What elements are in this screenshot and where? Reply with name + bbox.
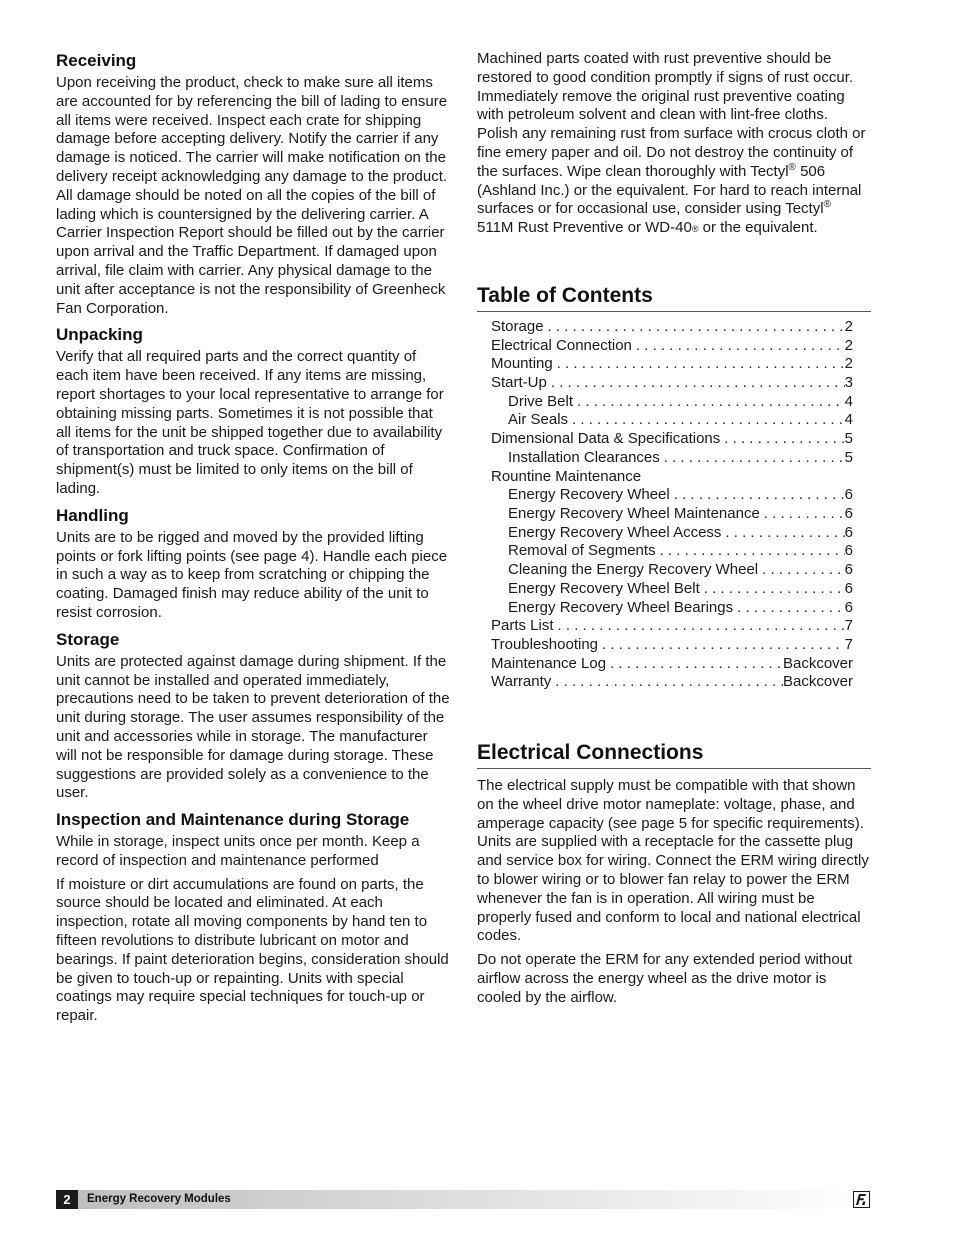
toc-leader-dots [632,337,845,356]
toc-entry [491,599,853,618]
inspection-text-2: If moisture or dirt accumulations are found on parts, the source should be located and eliminated. At each inspection, rotate all moving components by hand ten to fifteen revolutions to distribute lubricant on motor and bearings. If paint deterioration begins, consideration should be given to touch-up or repainting. Units with special coatings may require special techniques for touch-up or repair. [56,875,449,1025]
handling-section [56,505,452,623]
footer-title: Energy Recovery Modules [87,1193,231,1205]
toc-entry-page: 6 [844,542,853,560]
inspection-text-1: While in storage, inspect units once per month. Keep a record of inspection and maintenance performed [56,833,420,869]
toc-leader-dots [598,636,845,655]
toc-leader-dots [721,524,844,543]
toc-entry [491,636,853,655]
toc-entry [491,430,853,449]
storage-text: Units are protected against damage during shipment. If the unit cannot be installed and operated immediately, precautions need to be taken to prevent deterioration of the unit during storage. The user assumes responsibility of the unit and accessories while in storage. The manufacturer will not be responsible for damage during storage. These suggestions are provided solely as a convenience to the user. [56,652,450,802]
toc-entry [491,355,853,374]
toc-entry-label: Cleaning the Energy Recovery Wheel [508,561,759,579]
unpacking-heading: Unpacking [56,325,143,345]
toc-entry [491,524,853,543]
toc-entry-page: 6 [844,523,853,541]
toc-entry-page: 6 [844,486,853,504]
toc-entry-label: Energy Recovery Wheel Access [508,523,722,541]
registered-mark: ® [823,199,831,211]
receiving-section [56,50,452,318]
toc-leader-dots [544,318,845,337]
toc-entry [491,655,853,674]
toc-leader-dots [553,355,845,374]
toc-entry-page: 2 [844,317,853,335]
toc-entry-label: Dimensional Data & Specifications [491,430,721,448]
toc-entry [491,318,853,337]
toc-entry-page: 2 [844,355,853,373]
storage-section [56,629,452,803]
toc-entry-label: Rountine Maintenance [491,467,642,485]
registered-mark: ® [691,224,699,235]
toc-entry-label: Installation Clearances [508,448,660,466]
handling-text: Units are to be rigged and moved by the provided lifting points or fork lifting points (see page 4). Handle each piece in such a way as to keep from scratching or chipping the coating. Damaged finish may reduce ability of the unit to resist corrosion. [56,528,448,621]
toc-leader-dots [670,486,845,505]
toc-leader-dots [656,542,845,561]
toc-entry-page: 5 [844,448,853,466]
page-footer [56,1190,870,1209]
toc-leader-dots [547,374,845,393]
toc-entry [491,561,853,580]
toc-entry-page: 4 [844,411,853,429]
toc-entry-label: Removal of Segments [508,542,656,560]
electrical-text-2: Do not operate the ERM for any extended period without airflow across the energy wheel as the drive motor is cooled by the airflow. [477,951,853,1006]
handling-heading: Handling [56,505,129,525]
electrical-heading: Electrical Connections [477,740,871,769]
toc-entry-label: Parts List [491,617,554,635]
receiving-text: Upon receiving the product, check to make sure all items are accounted for by referencing the bill of lading to ensure all items were received. Inspect each crate for shipping damage before accepting delivery. Notify the carrier if any damage is noticed. The carrier will make notification on the delivery receipt acknowledging any damage to the product. All damage should be noted on all the copies of the bill of lading which is countersigned by the delivering carrier. A Carrier Inspection Report should be filled out by the carrier upon arrival and the Traffic Department. If damaged upon arrival, file claim with carrier. Any physical damage to the unit after acceptance is not the responsibility of Greenheck Fan Corporation. [56,74,448,317]
machined-text-part4: or the equivalent. [698,219,818,237]
toc-leader-dots [700,580,845,599]
unpacking-text: Verify that all required parts and the correct quantity of each item have been received. If any items are missing, report shortages to your local representative to arrange for obtaining missing parts. Sometimes it is not possible that all items for the unit be shipped together due to availability of transportation and truck space. Confirmation of shipment(s) must be limited to only items on the bill of lading. [56,348,444,497]
toc-leader-dots [551,673,783,692]
receiving-heading: Receiving [56,51,137,70]
toc-leader-dots [568,411,845,430]
toc-entry-page: Backcover [782,654,853,672]
toc-entry-label: Start-Up [491,374,547,392]
right-column [477,50,871,1013]
inspection-section [56,809,452,1026]
toc-heading: Table of Contents [477,283,871,312]
toc-entry [491,542,853,561]
machined-parts-text [477,50,871,239]
toc-leader-dots [733,599,845,618]
greenheck-logo-icon [853,1191,870,1208]
storage-heading: Storage [56,629,120,649]
toc-entry-page: 7 [844,617,853,635]
toc-entry-page: 6 [844,505,853,522]
toc-entry [491,449,853,468]
toc-entry-label: Electrical Connection [491,336,632,354]
left-column [56,50,452,1032]
toc-leader-dots [606,655,783,674]
machined-text-part2: 506 (Ashland Inc.) or the equivalent. For hard to reach internal surfaces or for occasional use, consider using Tectyl [477,162,862,218]
inspection-heading: Inspection and Maintenance during Storage [56,810,410,830]
toc-entry [491,486,853,505]
toc-entry [491,337,853,356]
toc-entry [491,673,853,692]
toc-entry-page: 6 [844,598,853,616]
machined-text-part3: 511M Rust Preventive or WD-40 [477,219,692,237]
toc-entry-label: Drive Belt [508,392,574,410]
toc-entry [491,505,853,524]
toc-entry-label: Storage [491,317,544,335]
toc-leader-dots [554,617,845,636]
toc-entry [491,411,853,430]
toc-entry-page: 6 [844,579,853,597]
toc-entry [491,393,853,412]
machined-text-part1: Machined parts coated with rust preventive should be restored to good condition promptly if signs of rust occur. Immediately remove the original rust preventive coating with petroleum solvent and clean with lint-free cloths. Polish any remaining rust from surface with crocus cloth or fine emery paper and oil. Do not destroy the continuity of the surfaces. Wipe clean thoroughly with Tectyl [477,50,866,180]
toc-leader-dots [758,561,845,580]
toc-entry [491,374,853,393]
registered-mark: ® [788,161,796,173]
toc-entry-label: Air Seals [508,411,569,429]
toc-leader-dots [660,449,845,468]
toc-entry-label: Troubleshooting [491,635,599,653]
toc-entry-label: Mounting [491,355,553,373]
toc-entry [491,468,853,487]
toc-entry-page: Backcover [782,673,853,691]
page-number: 2 [56,1190,78,1209]
toc-entry-page: 5 [844,430,853,448]
toc-entry-page: 4 [844,392,853,410]
toc-entry-page: 2 [844,336,853,354]
toc-entry [491,580,853,599]
toc-entry-label: Energy Recovery Wheel Belt [508,579,700,597]
toc-entry-label: Energy Recovery Wheel Maintenance [508,505,760,522]
electrical-text-1: The electrical supply must be compatible with that shown on the wheel drive motor nameplate: voltage, phase, and amperage capacity (see page 5 for specific requirements). Units are supplied with a receptacle for the cassette plug and service box for wiring. Connect the ERM wiring directly to blower wiring or to blower fan relay to power the ERM whenever the fan is in operation. All wiring must be properly fused and conform to local and national electrical codes. [477,777,869,945]
toc-leader-dots [720,430,844,449]
toc-entry-label: Maintenance Log [491,654,607,672]
toc-entry-page: 3 [844,374,853,392]
toc-entry-page: 6 [844,561,853,579]
toc-leader-dots [760,505,845,524]
toc-entry-page: 7 [844,635,853,653]
toc-entry-label: Warranty [491,673,552,691]
toc-leader-dots [573,393,845,412]
toc-entry [491,617,853,636]
table-of-contents [477,318,871,692]
toc-entry-label: Energy Recovery Wheel Bearings [508,598,734,616]
toc-entry-label: Energy Recovery Wheel [508,486,670,504]
unpacking-section [56,324,452,498]
